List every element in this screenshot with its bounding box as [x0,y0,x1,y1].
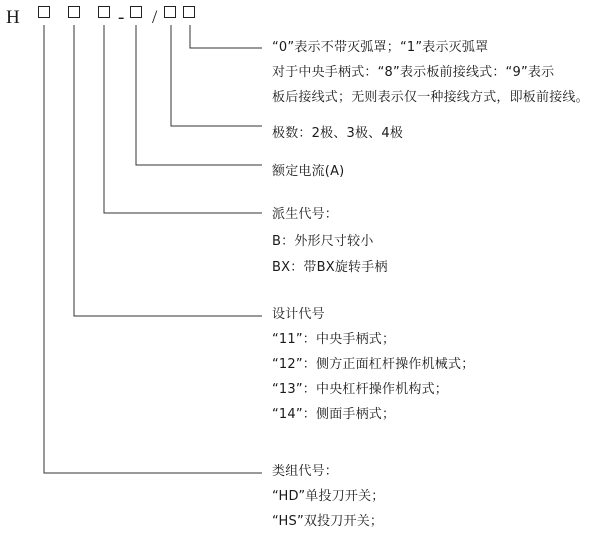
design-line-1: “11”：中央手柄式； [272,332,396,347]
current-line-1: 额定电流(A) [272,164,345,179]
derived-line-1: B：外形尺寸较小 [272,234,374,249]
group-line-2: “HS”双投刀开关； [272,514,384,529]
derived-line-2: BX：带BX旋转手柄 [272,260,388,275]
current-leader-line [136,25,262,165]
group-title: 类组代号： [272,464,339,479]
design-line-3: “13”：中央杠杆操作机构式； [272,382,449,397]
code-slash: / [152,7,158,28]
design-line-2: “12”：侧方正面杠杆操作机械式； [272,357,475,372]
group-line-1: “HD”单投刀开关； [272,489,385,504]
poles-leader-line [171,25,262,126]
arc-line-2: 对于中央手柄式：“8”表示板前接线式：“9”表示 [272,65,555,80]
poles-line-1: 极数：2极、3极、4极 [272,126,404,141]
code-prefix: H [6,7,20,28]
design-leader-line [74,25,262,316]
code-dash: - [118,7,125,28]
design-line-4: “14”：侧面手柄式； [272,407,396,422]
derived-leader-line [104,25,262,213]
arc-line-3: 板后接线式；无则表示仅一种接线方式，即板前接线。 [272,90,589,105]
group-leader-line [44,25,262,473]
arc-line-1: “0”表示不带灭弧罩；“1”表示灭弧罩 [272,40,489,55]
arc-leader-line [190,25,262,48]
derived-title: 派生代号： [272,207,339,222]
design-title: 设计代号 [272,307,325,322]
